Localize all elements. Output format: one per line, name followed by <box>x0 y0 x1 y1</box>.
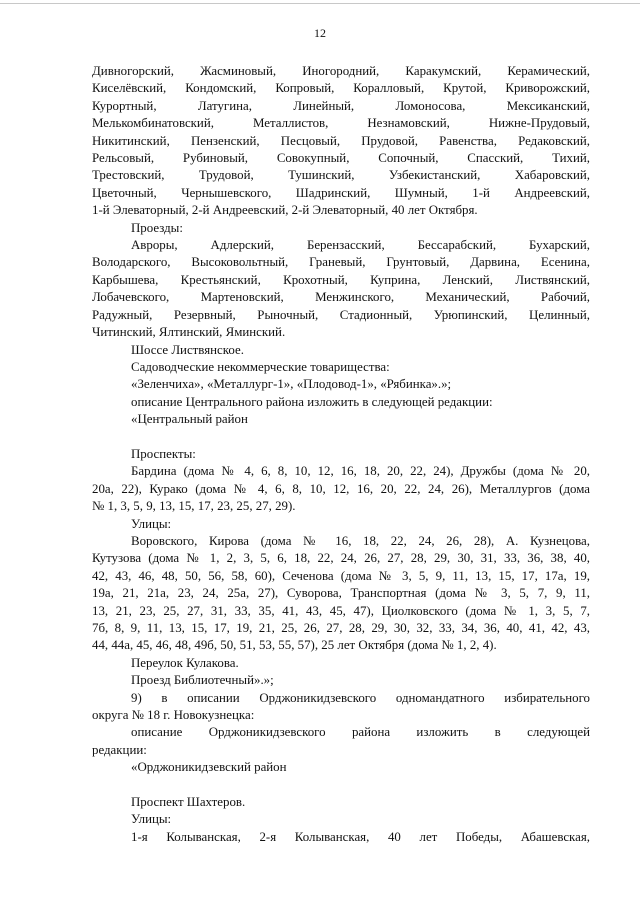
text-line: описание Орджоникидзевского района изложить в следующей <box>131 725 590 740</box>
text-line: Проспект Шахтеров. <box>131 795 246 810</box>
text-line: Авроры, Адлерский, Берензасский, Бессарабский, Бухарский, <box>131 238 590 253</box>
blank-line <box>92 777 590 794</box>
text-line: Садоводческие некоммерческие товарищества: <box>131 359 390 374</box>
text-line: Дивногорский, Жасминовый, Иногородний, Каракумский, Керамический, <box>92 64 590 78</box>
text-line: № 1, 3, 5, 9, 13, 15, 17, 23, 25, 27, 29). <box>92 499 296 514</box>
text-line: Карбышева, Крестьянский, Крохотный, Куприна, Ленский, Листвянский, <box>92 272 590 287</box>
document-body <box>92 63 590 846</box>
text-line: Кутузова (дома № 1, 2, 3, 5, 6, 18, 22, 24, 26, 27, 28, 29, 30, 31, 33, 36, 38, 40, <box>92 551 590 566</box>
text-line: 19а, 21, 21а, 23, 24, 25а, 27), Суворова, Транспортная (дома № 3, 5, 7, 9, 11, <box>92 586 590 601</box>
text-line: Киселёвский, Кондомский, Копровый, Коралловый, Крутой, Криворожский, <box>92 81 590 96</box>
text-line: Проезд Библиотечный».»; <box>131 673 274 688</box>
text-line: Лобачевского, Мартеновский, Менжинского, Механический, Рабочий, <box>92 290 590 305</box>
top-rule <box>0 3 640 4</box>
text-line: Володарского, Высоковольтный, Граневый, Грунтовый, Дарвина, Есенина, <box>92 255 590 270</box>
text-line: Никитинский, Пензенский, Песцовый, Прудовой, Равенства, Редаковский, <box>92 133 590 148</box>
text-line: 7б, 8, 9, 11, 13, 15, 17, 19, 21, 25, 26, 27, 28, 29, 30, 32, 33, 34, 36, 40, 41, 42, 43, <box>92 620 590 635</box>
text-line: Переулок Кулакова. <box>131 655 239 670</box>
text-line: Бардина (дома № 4, 6, 8, 10, 12, 16, 18, 20, 22, 24), Дружбы (дома № 20, <box>131 464 590 479</box>
text-line: Мелькомбинатовский, Металлистов, Незнамовский, Нижне-Прудовый, <box>92 116 590 131</box>
text-line: 1-я Колыванская, 2-я Колыванская, 40 лет Победы, Абашевская, <box>131 829 590 844</box>
blank-line <box>92 429 590 446</box>
text-line: «Орджоникидзевский район <box>131 760 287 775</box>
text-line: 9) в описании Орджоникидзевского одномандатного избирательного <box>131 690 590 705</box>
text-line: 13, 21, 23, 25, 27, 31, 33, 35, 41, 43, 45, 47), Циолковского (дома № 1, 3, 5, 7, <box>92 603 590 618</box>
text-line: 1-й Элеваторный, 2-й Андреевский, 2-й Элеваторный, 40 лет Октября. <box>92 203 478 218</box>
text-line: округа № 18 г. Новокузнецка: <box>92 708 255 723</box>
text-line: Улицы: <box>131 516 172 531</box>
text-line: Улицы: <box>131 812 172 827</box>
text-line: редакции: <box>92 742 147 757</box>
page-number: 12 <box>314 26 326 40</box>
text-line: Читинский, Ялтинский, Яминский. <box>92 325 286 340</box>
text-line: 42, 43, 46, 48, 50, 56, 58, 60), Сеченова (дома № 3, 5, 9, 11, 13, 15, 17, 17а, 19, <box>92 568 590 583</box>
text-line: Цветочный, Чернышевского, Шадринский, Шумный, 1-й Андреевский, <box>92 185 590 200</box>
text-line: описание Центрального района изложить в следующей редакции: <box>131 394 493 409</box>
text-line: «Зеленчиха», «Металлург-1», «Плодовод-1», «Рябинка».»; <box>131 377 452 392</box>
text-line: «Центральный район <box>131 412 248 427</box>
text-line: Проспекты: <box>131 446 196 461</box>
text-line: Шоссе Листвянское. <box>131 342 244 357</box>
text-line: Рельсовый, Рубиновый, Совокупный, Сопочный, Спасский, Тихий, <box>92 151 590 166</box>
text-line: Трестовский, Трудовой, Тушинский, Узбекистанский, Хабаровский, <box>92 168 590 183</box>
text-line: Курортный, Латугина, Линейный, Ломоносова, Мексиканский, <box>92 98 590 113</box>
text-line: 20а, 22), Курако (дома № 4, 6, 8, 10, 12, 16, 20, 22, 24, 26), Металлургов (дома <box>92 481 590 496</box>
text-line: Воровского, Кирова (дома № 16, 18, 22, 24, 26, 28), А. Кузнецова, <box>131 533 590 548</box>
text-line: Проезды: <box>131 220 183 235</box>
text-line: 44, 44а, 45, 46, 48, 49б, 50, 51, 53, 55, 57), 25 лет Октября (дома № 1, 2, 4). <box>92 638 497 653</box>
text-line: Радужный, Резервный, Рыночный, Стадионный, Урюпинский, Целинный, <box>92 307 590 322</box>
